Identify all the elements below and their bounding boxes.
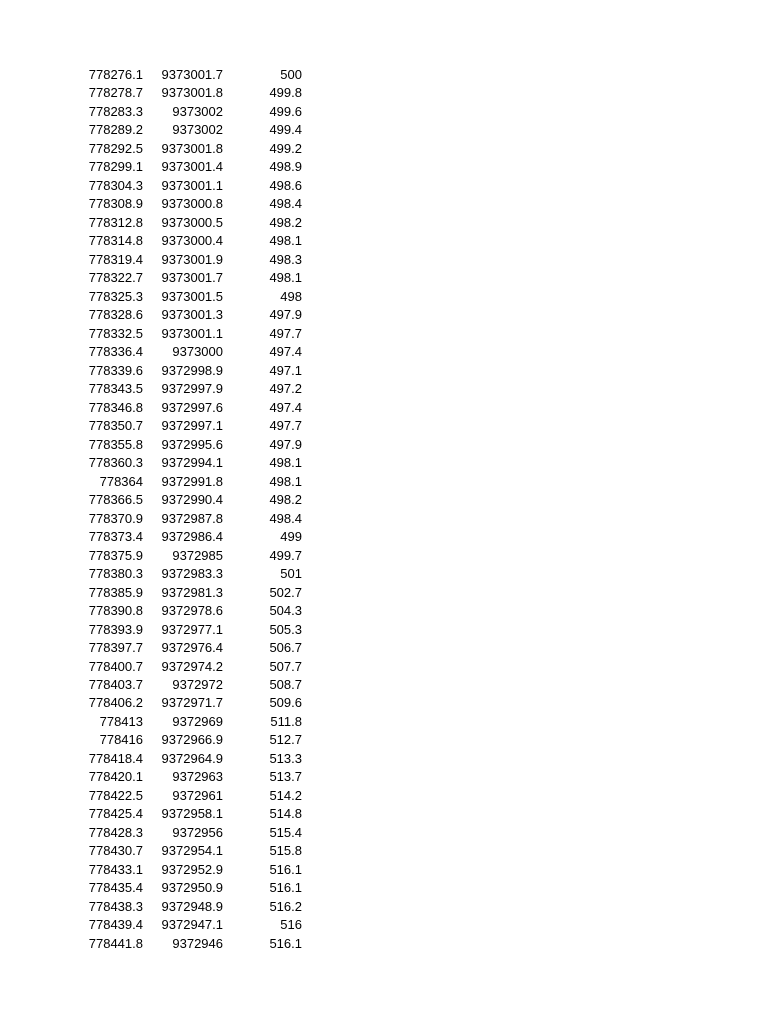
table-row xyxy=(84,824,302,842)
northing-cell: 9373001.3 xyxy=(161,307,223,323)
northing-cell: 9372997.9 xyxy=(161,381,223,397)
table-row xyxy=(84,158,302,176)
easting-cell: 778439.4 xyxy=(88,917,143,933)
table-row xyxy=(84,121,302,139)
elevation-cell: 497.7 xyxy=(269,418,302,434)
table-row xyxy=(84,66,302,84)
table-row xyxy=(84,658,302,676)
elevation-cell: 498.9 xyxy=(269,159,302,175)
elevation-cell: 516 xyxy=(280,917,302,933)
northing-cell: 9373001.1 xyxy=(161,177,223,193)
easting-cell: 778343.5 xyxy=(88,381,143,397)
elevation-cell: 511.8 xyxy=(270,713,302,729)
easting-cell: 778430.7 xyxy=(88,843,143,859)
table-row xyxy=(84,343,302,361)
elevation-cell: 506.7 xyxy=(269,640,302,656)
easting-cell: 778289.2 xyxy=(88,122,143,138)
easting-cell: 778420.1 xyxy=(88,769,143,785)
table-row xyxy=(84,898,302,916)
northing-cell: 9372969 xyxy=(172,713,223,729)
northing-cell: 9373000.4 xyxy=(161,233,223,249)
elevation-cell: 513.3 xyxy=(269,750,302,766)
easting-cell: 778319.4 xyxy=(88,251,143,267)
northing-cell: 9373000.8 xyxy=(161,196,223,212)
northing-cell: 9372952.9 xyxy=(161,861,223,877)
elevation-cell: 497.4 xyxy=(269,344,302,360)
easting-cell: 778325.3 xyxy=(88,288,143,304)
northing-cell: 9372966.9 xyxy=(161,732,223,748)
northing-cell: 9372995.6 xyxy=(161,436,223,452)
elevation-cell: 516.2 xyxy=(269,898,302,914)
table-row xyxy=(84,879,302,897)
table-row xyxy=(84,436,302,454)
northing-cell: 9372981.3 xyxy=(161,584,223,600)
northing-cell: 9373002 xyxy=(172,103,223,119)
elevation-cell: 516.1 xyxy=(269,861,302,877)
easting-cell: 778304.3 xyxy=(88,177,143,193)
elevation-cell: 499.8 xyxy=(269,85,302,101)
table-row xyxy=(84,768,302,786)
elevation-cell: 498.4 xyxy=(269,196,302,212)
northing-cell: 9372991.8 xyxy=(161,473,223,489)
northing-cell: 9372978.6 xyxy=(161,603,223,619)
elevation-cell: 507.7 xyxy=(269,658,302,674)
table-row xyxy=(84,325,302,343)
elevation-cell: 499 xyxy=(280,529,302,545)
northing-cell: 9372963 xyxy=(172,769,223,785)
elevation-cell: 498.6 xyxy=(269,177,302,193)
easting-cell: 778355.8 xyxy=(88,436,143,452)
northing-cell: 9372948.9 xyxy=(161,898,223,914)
easting-cell: 778418.4 xyxy=(88,750,143,766)
easting-cell: 778438.3 xyxy=(88,898,143,914)
elevation-cell: 498.4 xyxy=(269,510,302,526)
northing-cell: 9373000 xyxy=(172,344,223,360)
easting-cell: 778375.9 xyxy=(88,547,143,563)
table-row xyxy=(84,269,302,287)
northing-cell: 9372977.1 xyxy=(161,621,223,637)
table-row xyxy=(84,214,302,232)
elevation-cell: 498.2 xyxy=(269,214,302,230)
easting-cell: 778339.6 xyxy=(88,362,143,378)
northing-cell: 9373001.9 xyxy=(161,251,223,267)
northing-cell: 9373001.1 xyxy=(161,325,223,341)
table-row xyxy=(84,731,302,749)
table-row xyxy=(84,454,302,472)
northing-cell: 9372990.4 xyxy=(161,492,223,508)
table-row xyxy=(84,676,302,694)
northing-cell: 9373001.7 xyxy=(161,67,223,82)
table-row xyxy=(84,805,302,823)
table-row xyxy=(84,565,302,583)
northing-cell: 9372961 xyxy=(172,787,223,803)
easting-cell: 778299.1 xyxy=(88,159,143,175)
northing-cell: 9372964.9 xyxy=(161,750,223,766)
elevation-cell: 497.2 xyxy=(269,381,302,397)
northing-cell: 9373001.7 xyxy=(161,270,223,286)
elevation-cell: 498.2 xyxy=(269,492,302,508)
table-row xyxy=(84,639,302,657)
table-row xyxy=(84,602,302,620)
easting-cell: 778360.3 xyxy=(88,455,143,471)
northing-cell: 9372946 xyxy=(172,935,223,951)
easting-cell: 778292.5 xyxy=(88,140,143,156)
northing-cell: 9373001.8 xyxy=(161,85,223,101)
northing-cell: 9372998.9 xyxy=(161,362,223,378)
elevation-cell: 497.1 xyxy=(269,362,302,378)
easting-cell: 778314.8 xyxy=(88,233,143,249)
northing-cell: 9372985 xyxy=(172,547,223,563)
elevation-cell: 498.1 xyxy=(269,233,302,249)
easting-cell: 778428.3 xyxy=(88,824,143,840)
easting-cell: 778390.8 xyxy=(88,603,143,619)
northing-cell: 9372947.1 xyxy=(161,917,223,933)
northing-cell: 9372972 xyxy=(172,676,223,692)
northing-cell: 9373001.5 xyxy=(161,288,223,304)
table-row xyxy=(84,713,302,731)
elevation-cell: 498.3 xyxy=(269,251,302,267)
table-row xyxy=(84,251,302,269)
elevation-cell: 502.7 xyxy=(269,584,302,600)
table-row xyxy=(84,177,302,195)
easting-cell: 778283.3 xyxy=(88,103,143,119)
elevation-cell: 501 xyxy=(280,566,302,582)
easting-cell: 778416 xyxy=(99,732,143,748)
easting-cell: 778278.7 xyxy=(88,85,143,101)
easting-cell: 778441.8 xyxy=(88,935,143,951)
table-row xyxy=(84,380,302,398)
easting-cell: 778364 xyxy=(99,473,143,489)
table-row xyxy=(84,417,302,435)
elevation-cell: 508.7 xyxy=(269,676,302,692)
easting-cell: 778422.5 xyxy=(88,787,143,803)
easting-cell: 778406.2 xyxy=(88,695,143,711)
easting-cell: 778433.1 xyxy=(88,861,143,877)
easting-cell: 778380.3 xyxy=(88,566,143,582)
table-row xyxy=(84,232,302,250)
table-row xyxy=(84,195,302,213)
elevation-cell: 499.4 xyxy=(269,122,302,138)
easting-cell: 778403.7 xyxy=(88,676,143,692)
elevation-cell: 509.6 xyxy=(269,695,302,711)
elevation-cell: 515.4 xyxy=(269,824,302,840)
easting-cell: 778322.7 xyxy=(88,270,143,286)
table-row xyxy=(84,842,302,860)
easting-cell: 778276.1 xyxy=(88,67,143,82)
northing-cell: 9373001.4 xyxy=(161,159,223,175)
easting-cell: 778385.9 xyxy=(88,584,143,600)
table-row xyxy=(84,787,302,805)
table-row xyxy=(84,103,302,121)
elevation-cell: 498.1 xyxy=(269,270,302,286)
elevation-cell: 497.9 xyxy=(269,436,302,452)
easting-cell: 778332.5 xyxy=(88,325,143,341)
elevation-cell: 514.8 xyxy=(269,806,302,822)
table-row xyxy=(84,510,302,528)
easting-cell: 778366.5 xyxy=(88,492,143,508)
elevation-cell: 513.7 xyxy=(269,769,302,785)
northing-cell: 9373000.5 xyxy=(161,214,223,230)
table-row xyxy=(84,861,302,879)
elevation-cell: 516.1 xyxy=(269,880,302,896)
easting-cell: 778397.7 xyxy=(88,640,143,656)
elevation-cell: 499.2 xyxy=(269,140,302,156)
table-row xyxy=(84,935,302,953)
northing-cell: 9372987.8 xyxy=(161,510,223,526)
northing-cell: 9372971.7 xyxy=(161,695,223,711)
table-row xyxy=(84,621,302,639)
easting-cell: 778370.9 xyxy=(88,510,143,526)
easting-cell: 778336.4 xyxy=(88,344,143,360)
easting-cell: 778425.4 xyxy=(88,806,143,822)
northing-cell: 9372954.1 xyxy=(161,843,223,859)
elevation-cell: 497.4 xyxy=(269,399,302,415)
table-row xyxy=(84,528,302,546)
table-row xyxy=(84,288,302,306)
elevation-cell: 516.1 xyxy=(269,935,302,951)
easting-cell: 778373.4 xyxy=(88,529,143,545)
table-row xyxy=(84,473,302,491)
elevation-cell: 512.7 xyxy=(269,732,302,748)
elevation-cell: 497.9 xyxy=(269,307,302,323)
table-row xyxy=(84,399,302,417)
northing-cell: 9372997.6 xyxy=(161,399,223,415)
table-body xyxy=(84,66,302,953)
table-row xyxy=(84,916,302,934)
northing-cell: 9372950.9 xyxy=(161,880,223,896)
easting-cell: 778400.7 xyxy=(88,658,143,674)
table-row xyxy=(84,306,302,324)
northing-cell: 9372983.3 xyxy=(161,566,223,582)
elevation-cell: 505.3 xyxy=(269,621,302,637)
northing-cell: 9372958.1 xyxy=(161,806,223,822)
easting-cell: 778413 xyxy=(99,713,143,729)
elevation-cell: 504.3 xyxy=(269,603,302,619)
easting-cell: 778346.8 xyxy=(88,399,143,415)
table-row xyxy=(84,547,302,565)
table-row xyxy=(84,694,302,712)
coordinate-table xyxy=(84,66,302,953)
elevation-cell: 514.2 xyxy=(269,787,302,803)
elevation-cell: 499.6 xyxy=(269,103,302,119)
elevation-cell: 515.8 xyxy=(269,843,302,859)
table-row xyxy=(84,750,302,768)
table-row xyxy=(84,84,302,102)
elevation-cell: 499.7 xyxy=(269,547,302,563)
easting-cell: 778312.8 xyxy=(88,214,143,230)
easting-cell: 778435.4 xyxy=(88,880,143,896)
elevation-cell: 500 xyxy=(280,67,302,82)
northing-cell: 9372986.4 xyxy=(161,529,223,545)
easting-cell: 778350.7 xyxy=(88,418,143,434)
northing-cell: 9372956 xyxy=(172,824,223,840)
northing-cell: 9372976.4 xyxy=(161,640,223,656)
elevation-cell: 498.1 xyxy=(269,455,302,471)
northing-cell: 9373001.8 xyxy=(161,140,223,156)
table-row xyxy=(84,362,302,380)
northing-cell: 9372994.1 xyxy=(161,455,223,471)
northing-cell: 9373002 xyxy=(172,122,223,138)
elevation-cell: 497.7 xyxy=(269,325,302,341)
table-row xyxy=(84,584,302,602)
elevation-cell: 498 xyxy=(280,288,302,304)
table-row xyxy=(84,140,302,158)
northing-cell: 9372974.2 xyxy=(161,658,223,674)
easting-cell: 778308.9 xyxy=(88,196,143,212)
easting-cell: 778393.9 xyxy=(88,621,143,637)
northing-cell: 9372997.1 xyxy=(161,418,223,434)
elevation-cell: 498.1 xyxy=(269,473,302,489)
easting-cell: 778328.6 xyxy=(88,307,143,323)
table-row xyxy=(84,491,302,509)
